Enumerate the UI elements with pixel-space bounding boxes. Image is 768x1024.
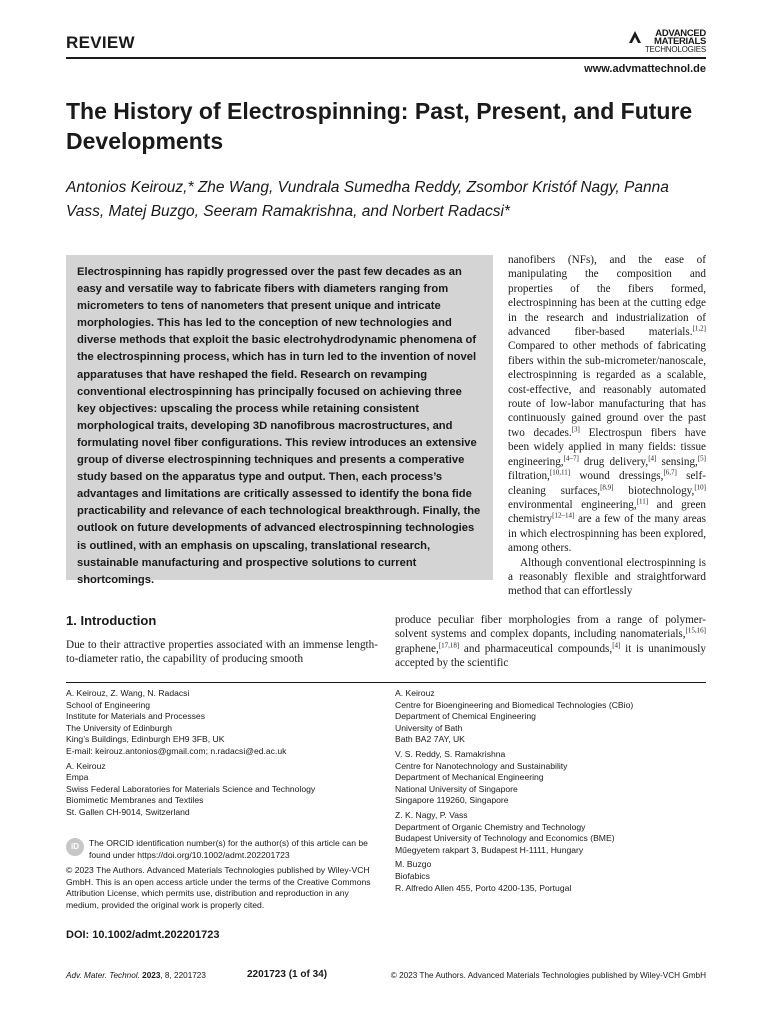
page-number: 2201723 (1 of 34) <box>247 969 328 980</box>
citation-link[interactable]: [4] <box>648 453 657 462</box>
citation-link[interactable]: [11] <box>636 497 649 506</box>
citation-link[interactable]: [17,18] <box>438 641 460 650</box>
body-text: graphene, <box>395 642 439 655</box>
affiliation-block <box>395 810 706 856</box>
affiliation-line: Institute for Materials and Processes <box>66 711 205 722</box>
affiliation-authors: V. S. Reddy, S. Ramakrishna <box>395 748 506 759</box>
section-heading: 1. Introduction <box>66 613 157 628</box>
affiliation-line: Budapest University of Technology and Economics (BME) <box>395 833 615 844</box>
affiliation-line: Singapore 119260, Singapore <box>395 795 509 806</box>
affiliation-authors: Z. K. Nagy, P. Vass <box>395 809 468 820</box>
affiliation-line: St. Gallen CH-9014, Switzerland <box>66 806 190 817</box>
footer-citation <box>66 971 206 980</box>
affiliation-line: Műegyetem rakpart 3, Budapest H-1111, Hungary <box>395 844 584 855</box>
logo-line-3: TECHNOLOGIES <box>644 45 706 54</box>
affiliation-block <box>66 761 386 819</box>
citation-link[interactable]: [1,2] <box>692 324 706 333</box>
affiliation-line: R. Alfredo Allen 455, Porto 4200-135, Portugal <box>395 882 572 893</box>
abstract-text: Electrospinning has rapidly progressed over the past few decades as an easy and versatile way to fabricate fibers with diameters ranging from micrometers to tens of nanometers that present unique and intricate morphologies. This has led to the conception of new technologies and diverse methods that exploit the basic electrohydrodynamic phenomena of the electrospinning process, which has in turn led to the invention of novel apparatuses that have reshaped the field. Research on revamping conventional electrospinning has principally focused on achieving three key objectives: upscaling the process while retaining consistent morphological traits, developing 3D nanofibrous macrostructures, and formulating novel fiber configurations. This review introduces an extensive group of diverse electrospinning techniques and presents a comperative study based on the apparatus type and output. Then, each process’s advantages and limitations are critically assessed to identify the bona fide practicability and relevance of each technological breakthrough. Finally, the outlook on future developments of advanced electrospinning technologies is outlined, with an emphasis on upscaling, translational research, sustainable manufacturing and prospective solutions to current shortcomings. <box>77 266 481 586</box>
orcid-icon[interactable]: iD <box>66 838 84 856</box>
affiliation-line: Biofabics <box>395 870 430 881</box>
doi-link[interactable]: DOI: 10.1002/admt.202201723 <box>66 929 220 941</box>
body-text: and pharmaceutical compounds, <box>459 642 613 655</box>
body-text: are a few of the many areas in which electrospinning has been explored, among others. <box>508 513 706 555</box>
footer-year: 2023 <box>142 971 161 980</box>
citation-link[interactable]: [12–14] <box>552 511 575 520</box>
affiliation-line: Empa <box>66 772 89 783</box>
author-list: Antonios Keirouz,* Zhe Wang, Vundrala Sumedha Reddy, Zsombor Kristóf Nagy, Panna Vass, Matej Buzgo, Seeram Ramakrishna, and Norbert Radacsi* <box>66 179 669 220</box>
citation-link[interactable]: [6,7] <box>663 468 677 477</box>
body-text: biotechnology, <box>613 484 695 497</box>
affiliations-left <box>66 688 386 822</box>
body-text: filtration, <box>508 470 550 483</box>
affiliation-line: Department of Organic Chemistry and Technology <box>395 821 586 832</box>
affiliation-line: National University of Singapore <box>395 783 518 794</box>
article-title: The History of Electrospinning: Past, Present, and Future Developments <box>66 98 693 154</box>
affiliations-right <box>395 688 706 897</box>
header-divider <box>66 57 706 59</box>
citation-link[interactable]: [5] <box>697 453 706 462</box>
affiliation-line: Department of Mechanical Engineering <box>395 772 544 783</box>
section-label: REVIEW <box>66 33 135 52</box>
affiliation-block <box>395 859 706 894</box>
affiliation-line: Swiss Federal Laboratories for Materials Science and Technology <box>66 783 316 794</box>
body-text: Compared to other methods of fabricating fibers within the sub-micrometer/nanoscale, electrospinning is regarded as a scalable, cost-effective, and reasonably automated route of low-labor manufacturing that has continuously gained ground over the past two decades. <box>508 340 706 439</box>
body-text: nanofibers (NFs), and the ease of manipulating the composition and properties of the fibers formed, electrospinning has been at the cutting edge in the research and industrialization of advanced fiber-based materials. <box>508 254 706 339</box>
affiliation-line: Centre for Nanotechnology and Sustainability <box>395 760 568 771</box>
body-text: and green chemistry <box>508 498 706 526</box>
affiliation-line: King’s Buildings, Edinburgh EH9 3FB, UK <box>66 734 225 745</box>
body-text: sensing, <box>656 455 698 468</box>
body-text: drug delivery, <box>578 455 649 468</box>
affiliation-line: Department of Chemical Engineering <box>395 711 536 722</box>
affiliation-line: School of Engineering <box>66 699 151 710</box>
citation-link[interactable]: [3] <box>571 425 580 434</box>
logo-line-2: MATERIALS <box>653 36 706 47</box>
affiliation-line: The University of Edinburgh <box>66 722 173 733</box>
citation-link[interactable]: [10,11] <box>549 468 571 477</box>
body-text: Electrospun fibers have been widely applied in many fields: tissue engineering, <box>508 426 706 468</box>
journal-website-link[interactable]: www.advmattechnol.de <box>584 63 706 75</box>
footer-volume: , 8, 2201723 <box>160 971 206 980</box>
intro-paragraph: Due to their attractive properties associated with an immense length-to-diameter ratio, the capability of producing smooth <box>66 639 378 666</box>
affiliation-divider <box>66 682 706 683</box>
affiliation-line: University of Bath <box>395 722 463 733</box>
intro-paragraph-continued <box>395 613 706 671</box>
affiliation-line: Biomimetic Membranes and Textiles <box>66 795 204 806</box>
affiliation-authors: A. Keirouz, Z. Wang, N. Radacsi <box>66 688 190 698</box>
citation-link[interactable]: [4] <box>612 641 621 650</box>
body-right-column <box>508 253 706 599</box>
orcid-note: The ORCID identification number(s) for the author(s) of this article can be found under https://doi.org/10.1002/admt.202201723 <box>89 838 368 860</box>
affiliation-authors: A. Keirouz <box>66 760 106 771</box>
body-text: self-cleaning surfaces, <box>508 470 706 497</box>
footer-copyright: © 2023 The Authors. Advanced Materials Technologies published by Wiley-VCH GmbH <box>390 971 706 980</box>
body-paragraph <box>508 253 706 556</box>
footer-journal-name: Adv. Mater. Technol. <box>66 971 140 980</box>
body-text: environmental engineering, <box>508 498 637 511</box>
body-text: produce peculiar fiber morphologies from a range of polymer-solvent systems and complex dopants, including nanomaterials, <box>395 614 706 641</box>
affiliation-line: Centre for Bioengineering and Biomedical Technologies (CBio) <box>395 699 634 710</box>
citation-link[interactable]: [8,9] <box>600 482 614 491</box>
affiliation-block <box>66 688 386 758</box>
citation-link[interactable]: [10] <box>694 482 707 491</box>
affiliation-line: E-mail: keirouz.antonios@gmail.com; n.radacsi@ed.ac.uk <box>66 745 287 756</box>
affiliation-block <box>395 688 706 746</box>
citation-link[interactable]: [4–7] <box>563 453 579 462</box>
affiliation-authors: A. Keirouz <box>395 688 435 698</box>
license-note: © 2023 The Authors. Advanced Materials Technologies published by Wiley-VCH GmbH. This is an open access article under the terms of the Creative Commons Attribution License, which permits use, distribution and reproduction in any medium, provided the original work is properly cited. <box>66 865 371 910</box>
body-text: wound dressings, <box>570 470 664 483</box>
body-text: it is unanimously accepted by the scientific <box>395 642 706 670</box>
body-paragraph: Although conventional electrospinning is a reasonably flexible and straightforward method that can effortlessly <box>508 556 706 598</box>
citation-link[interactable]: [15,16] <box>685 626 706 635</box>
affiliation-authors: M. Buzgo <box>395 859 432 870</box>
logo-line-1: ADVANCED <box>655 28 706 39</box>
affiliation-line: Bath BA2 7AY, UK <box>395 734 465 745</box>
journal-logo <box>612 30 706 54</box>
affiliation-block <box>395 749 706 807</box>
